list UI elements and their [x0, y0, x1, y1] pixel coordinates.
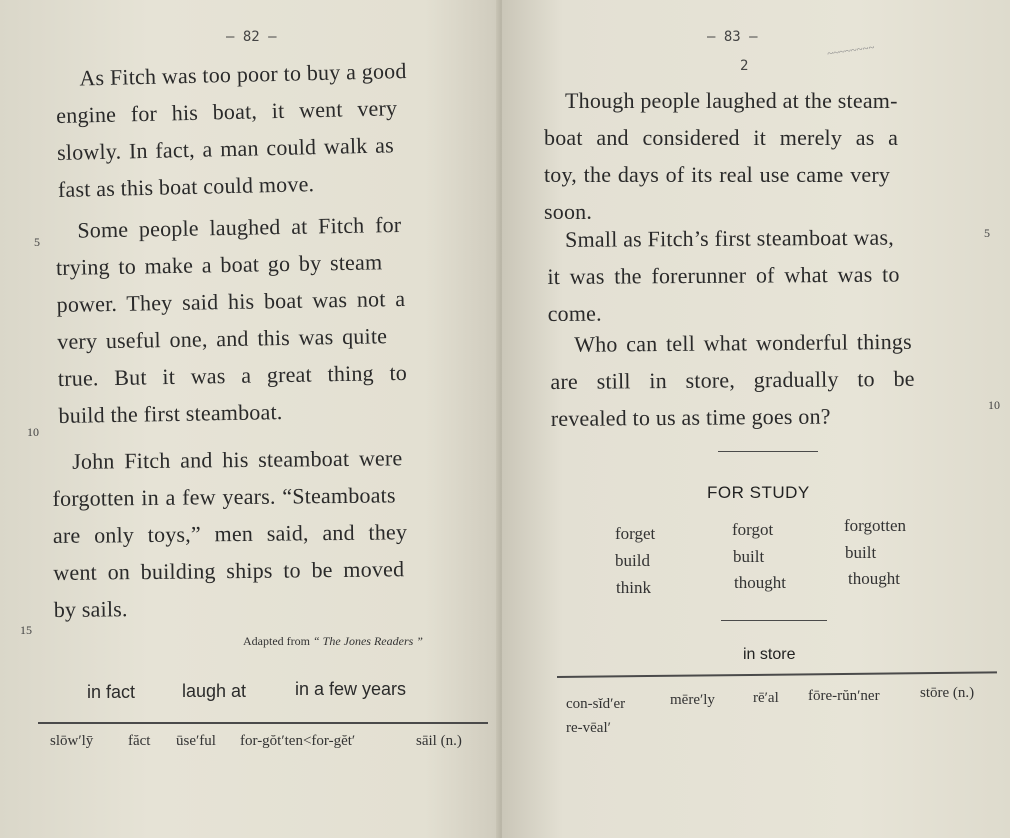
verb-form: thought — [848, 569, 900, 588]
text-line: slowly. In fact, a man could walk as — [56, 132, 395, 165]
right-paragraph-2 — [547, 218, 968, 332]
note-mark: 2 — [740, 58, 749, 74]
credit-prefix: Adapted from — [243, 634, 310, 648]
line-number: 5 — [984, 226, 990, 240]
text-line: very useful one, and this was quite — [57, 323, 388, 354]
text-line: Who can tell what wonderful things — [574, 328, 912, 357]
text-line: went on building ships to be moved — [53, 556, 405, 585]
text-line: are only toys,” men said, and they — [52, 519, 408, 548]
verb-form: forgotten — [844, 516, 907, 535]
text-line: build the first steamboat. — [58, 399, 283, 428]
pronunciation: ūse′ful — [176, 733, 216, 749]
text-line: come. — [547, 300, 602, 326]
right-page — [502, 0, 1010, 838]
verb-form: built — [733, 547, 765, 566]
pronunciation: sāil (n.) — [416, 733, 462, 749]
phrase-item: laugh at — [182, 681, 247, 701]
text-line: engine for his boat, it went very — [55, 95, 398, 128]
text-line: forgotten in a few years. “Steamboats — [52, 482, 396, 511]
verb-form: think — [616, 578, 651, 597]
text-line: trying to make a boat go by steam — [55, 249, 383, 280]
left-paragraph-3 — [52, 439, 482, 628]
text-line: by sails. — [53, 596, 128, 622]
line-number: 15 — [20, 623, 32, 637]
right-paragraph-1 — [544, 82, 964, 230]
text-line: true. But it was a great thing to — [57, 359, 408, 391]
study-title: FOR STUDY — [707, 483, 810, 502]
right-paragraph-3 — [550, 322, 971, 437]
text-line: Small as Fitch’s first steamboat was, — [565, 224, 895, 252]
pronunciation: stōre (n.) — [920, 685, 975, 701]
left-page-number: — 82 — — [226, 29, 277, 45]
pronunciation: fōre-rŭn′ner — [808, 688, 880, 704]
phrase-item: in fact — [87, 682, 136, 702]
pronunciation: rē′al — [753, 690, 779, 706]
text-line: Some people laughed at Fitch for — [77, 211, 402, 243]
text-line: are still in store, gradually to be — [550, 365, 915, 394]
text-line: toy, the days of its real use came very — [544, 162, 891, 187]
phrase-item: in a few years — [295, 679, 407, 699]
pronunciation: slōw′lȳ — [50, 733, 94, 749]
verb-form: build — [615, 551, 650, 570]
divider-rule — [38, 722, 488, 724]
line-number: 10 — [988, 398, 1000, 412]
line-number: 10 — [27, 425, 39, 439]
verb-form: forgot — [732, 520, 774, 539]
pronunciation: con-sĭd′er — [566, 696, 626, 712]
verb-form: forget — [615, 524, 656, 543]
short-divider — [721, 620, 827, 621]
left-page — [0, 0, 500, 838]
source-credit — [243, 634, 423, 649]
line-number: 5 — [34, 235, 40, 249]
short-divider — [718, 451, 818, 452]
left-paragraph-2 — [55, 205, 477, 434]
credit-title: “ The Jones Readers ” — [312, 634, 423, 648]
verb-form: thought — [734, 573, 786, 592]
left-paragraph-1 — [55, 51, 473, 208]
pronunciation: făct — [128, 733, 151, 749]
verb-form: built — [845, 543, 877, 562]
text-line: it was the forerunner of what was to — [547, 261, 900, 289]
text-line: power. They said his boat was not a — [56, 285, 406, 317]
text-line: boat and considered it merely as a — [544, 125, 899, 150]
right-page-number: — 83 — — [707, 29, 758, 45]
pronunciation: mēre′ly — [670, 692, 715, 708]
study-phrase: in store — [743, 646, 796, 663]
text-line: John Fitch and his steamboat were — [72, 445, 403, 474]
text-line: soon. — [544, 199, 593, 224]
pronunciation: re-vēal′ — [566, 720, 611, 736]
text-line: As Fitch was too poor to buy a good — [79, 58, 407, 91]
text-line: Though people laughed at the steam- — [565, 88, 898, 113]
text-line: revealed to us as time goes on? — [550, 403, 831, 431]
pronunciation: for-gŏt′ten<for-gĕt′ — [240, 733, 356, 749]
text-line: fast as this boat could move. — [57, 171, 315, 202]
divider-rule — [557, 671, 997, 678]
pencil-annotation-icon: ~~~~~~~~ — [826, 41, 876, 61]
